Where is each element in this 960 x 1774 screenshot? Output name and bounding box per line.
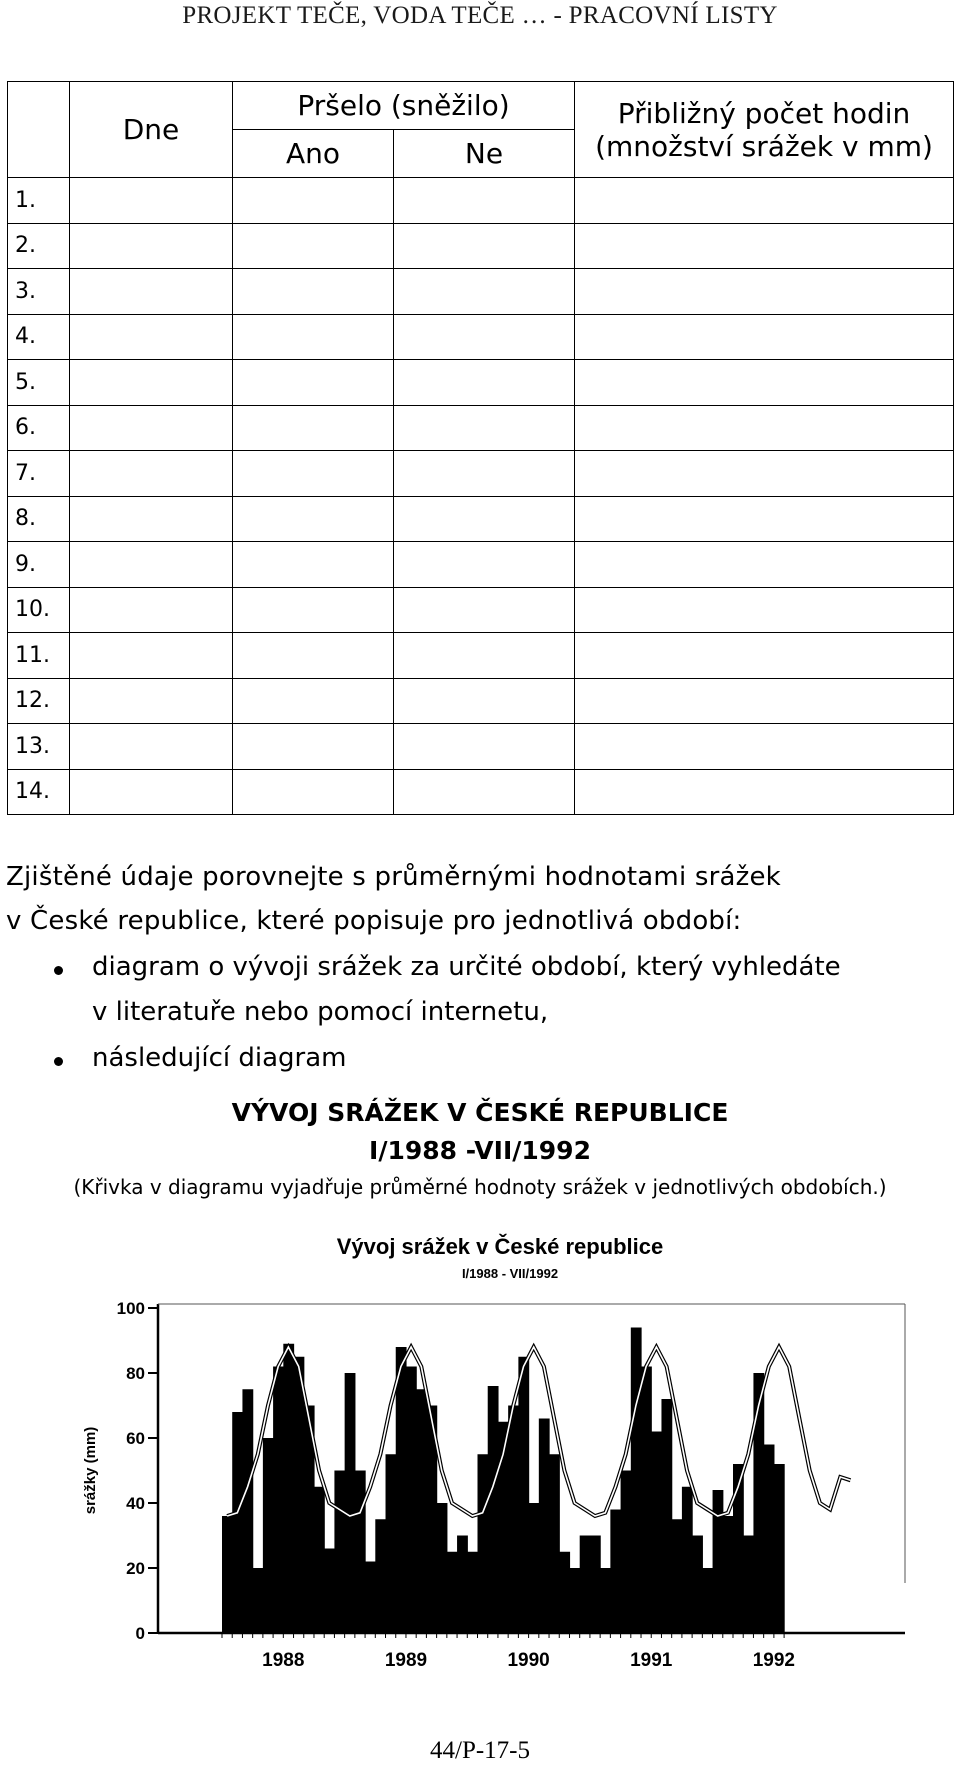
rain-no-cell[interactable] xyxy=(394,178,575,224)
bar xyxy=(661,1399,672,1633)
row-number: 11. xyxy=(8,633,70,679)
page-footer: 44/P-17-5 xyxy=(430,1737,530,1764)
rain-yes-cell[interactable] xyxy=(233,633,394,679)
y-tick-label: 100 xyxy=(116,1299,145,1318)
day-cell xyxy=(70,269,233,315)
row-number: 3. xyxy=(8,269,70,315)
rain-no-cell[interactable] xyxy=(394,451,575,497)
chart-subtitle: I/1988 - VII/1992 xyxy=(461,1266,559,1281)
row-number: 8. xyxy=(8,496,70,542)
rain-yes-cell[interactable] xyxy=(233,178,394,224)
day-cell xyxy=(70,496,233,542)
bar xyxy=(529,1503,540,1633)
x-tick-label: 1990 xyxy=(507,1650,550,1671)
rain-no-cell[interactable] xyxy=(394,360,575,406)
rain-yes-cell[interactable] xyxy=(233,314,394,360)
table-row xyxy=(8,223,954,269)
bar xyxy=(273,1367,284,1634)
rain-no-cell[interactable] xyxy=(394,769,575,815)
table-row xyxy=(8,633,954,679)
x-tick-label: 1992 xyxy=(752,1650,796,1671)
rain-yes-cell[interactable] xyxy=(233,724,394,770)
table-row xyxy=(8,451,954,497)
bar xyxy=(692,1536,703,1634)
day-cell xyxy=(70,360,233,406)
y-tick-label: 20 xyxy=(126,1559,145,1578)
rain-no-cell[interactable] xyxy=(394,587,575,633)
bar xyxy=(396,1347,407,1633)
bar xyxy=(621,1471,632,1634)
page-header: PROJEKT TEČE, VODA TEČE … - PRACOVNÍ LISTY xyxy=(182,2,778,29)
y-axis-label: srážky (mm) xyxy=(82,1426,99,1515)
corner-cell xyxy=(8,82,70,178)
hours-header-line1: Přibližný počet hodin xyxy=(617,96,911,130)
row-number: 2. xyxy=(8,223,70,269)
paragraph-line-2: v České republice, které popisuje pro jednotlivá období: xyxy=(6,906,742,936)
bar xyxy=(610,1510,621,1634)
bar xyxy=(488,1386,499,1633)
rain-yes-cell[interactable] xyxy=(233,269,394,315)
rain-yes-cell[interactable] xyxy=(233,451,394,497)
hours-cell[interactable] xyxy=(575,678,954,724)
bar xyxy=(569,1568,580,1633)
day-cell xyxy=(70,451,233,497)
hours-cell[interactable] xyxy=(575,405,954,451)
bar xyxy=(365,1562,376,1634)
rain-no-cell[interactable] xyxy=(394,542,575,588)
row-number: 14. xyxy=(8,769,70,815)
table-row xyxy=(8,724,954,770)
rain-no-cell[interactable] xyxy=(394,724,575,770)
bullet-1-line-1: diagram o vývoji srážek za určité období, který vyhledáte xyxy=(92,952,841,982)
bar xyxy=(549,1454,560,1633)
rain-no-cell[interactable] xyxy=(394,269,575,315)
hours-cell[interactable] xyxy=(575,724,954,770)
bar xyxy=(631,1328,642,1634)
rain-yes-cell[interactable] xyxy=(233,360,394,406)
day-cell xyxy=(70,769,233,815)
bullet-1-line-2: v literatuře nebo pomocí internetu, xyxy=(92,997,549,1027)
hours-cell[interactable] xyxy=(575,178,954,224)
bar xyxy=(467,1552,478,1633)
paragraph-line-1: Zjištěné údaje porovnejte s průměrnými hodnotami srážek xyxy=(6,862,781,892)
row-number: 1. xyxy=(8,178,70,224)
hours-header-line2: (množství srážek v mm) xyxy=(595,129,933,163)
bar xyxy=(743,1536,754,1634)
bar xyxy=(294,1357,305,1633)
bar xyxy=(508,1406,519,1634)
bar xyxy=(375,1519,386,1633)
bar xyxy=(406,1367,417,1634)
bar xyxy=(222,1516,233,1633)
chart-caption-note: (Křivka v diagramu vyjadřuje průměrné hodnoty srážek v jednotlivých obdobích.) xyxy=(73,1175,887,1199)
table-row xyxy=(8,769,954,815)
y-tick-label: 60 xyxy=(126,1429,145,1448)
table-row xyxy=(8,360,954,406)
rainfall-chart xyxy=(0,1220,960,1680)
day-cell xyxy=(70,587,233,633)
bullet-2: následující diagram xyxy=(92,1043,347,1073)
bar xyxy=(283,1344,294,1633)
row-number: 6. xyxy=(8,405,70,451)
bar xyxy=(723,1516,734,1633)
hours-cell[interactable] xyxy=(575,314,954,360)
bar xyxy=(600,1568,611,1633)
rain-no-cell[interactable] xyxy=(394,678,575,724)
bar xyxy=(263,1438,274,1633)
bar xyxy=(682,1487,693,1633)
table-row xyxy=(8,314,954,360)
hours-cell[interactable] xyxy=(575,451,954,497)
rain-no-cell[interactable] xyxy=(394,405,575,451)
day-header: Dne xyxy=(70,82,233,178)
hours-cell[interactable] xyxy=(575,769,954,815)
row-number: 10. xyxy=(8,587,70,633)
bar xyxy=(253,1568,264,1633)
bar xyxy=(355,1471,366,1634)
bar xyxy=(457,1536,468,1634)
row-number: 12. xyxy=(8,678,70,724)
chart-caption-title: VÝVOJ SRÁŽEK V ČESKÉ REPUBLICE xyxy=(231,1098,729,1127)
bar xyxy=(774,1464,785,1633)
no-header: Ne xyxy=(394,130,575,178)
row-number: 7. xyxy=(8,451,70,497)
bar xyxy=(416,1389,427,1633)
day-cell xyxy=(70,405,233,451)
bar xyxy=(539,1419,550,1634)
rain-no-cell[interactable] xyxy=(394,314,575,360)
rain-yes-cell[interactable] xyxy=(233,587,394,633)
table-row xyxy=(8,587,954,633)
bar xyxy=(345,1373,356,1633)
chart-title: Vývoj srážek v České republice xyxy=(336,1234,664,1259)
rainfall-log-table xyxy=(7,81,954,815)
bar xyxy=(590,1536,601,1634)
bar xyxy=(641,1367,652,1634)
x-tick-label: 1988 xyxy=(262,1650,305,1671)
bar xyxy=(242,1389,253,1633)
bar xyxy=(334,1471,345,1634)
rain-yes-cell[interactable] xyxy=(233,223,394,269)
bar xyxy=(559,1552,570,1633)
bar xyxy=(386,1454,397,1633)
hours-header xyxy=(575,82,954,178)
table-row xyxy=(8,542,954,588)
row-number: 13. xyxy=(8,724,70,770)
day-cell xyxy=(70,542,233,588)
bar xyxy=(324,1549,335,1634)
row-number: 4. xyxy=(8,314,70,360)
rain-yes-cell[interactable] xyxy=(233,678,394,724)
yes-header: Ano xyxy=(233,130,394,178)
bar xyxy=(764,1445,775,1634)
hours-cell[interactable] xyxy=(575,360,954,406)
bar xyxy=(447,1552,458,1633)
day-cell xyxy=(70,724,233,770)
rain-yes-cell[interactable] xyxy=(233,405,394,451)
bar xyxy=(314,1487,325,1633)
bullet-dot-1 xyxy=(54,966,63,975)
rain-yes-cell[interactable] xyxy=(233,769,394,815)
rain-yes-cell[interactable] xyxy=(233,542,394,588)
hours-cell[interactable] xyxy=(575,496,954,542)
table-row xyxy=(8,178,954,224)
x-tick-label: 1991 xyxy=(630,1650,673,1671)
day-cell xyxy=(70,633,233,679)
bullet-dot-2 xyxy=(54,1057,63,1066)
bar xyxy=(672,1519,683,1633)
table-row xyxy=(8,269,954,315)
day-cell xyxy=(70,223,233,269)
bar xyxy=(518,1357,529,1633)
rain-no-cell[interactable] xyxy=(394,633,575,679)
y-tick-label: 80 xyxy=(126,1364,145,1383)
bar xyxy=(232,1412,243,1633)
bar xyxy=(580,1536,591,1634)
hours-cell[interactable] xyxy=(575,633,954,679)
hours-cell[interactable] xyxy=(575,542,954,588)
rain-no-cell[interactable] xyxy=(394,496,575,542)
day-cell xyxy=(70,678,233,724)
bar xyxy=(437,1503,448,1633)
table-row xyxy=(8,405,954,451)
row-number: 5. xyxy=(8,360,70,406)
day-cell xyxy=(70,178,233,224)
chart-caption-period: I/1988 -VII/1992 xyxy=(369,1136,591,1165)
rain-no-cell[interactable] xyxy=(394,223,575,269)
row-number: 9. xyxy=(8,542,70,588)
rain-yes-cell[interactable] xyxy=(233,496,394,542)
day-cell xyxy=(70,314,233,360)
x-tick-label: 1989 xyxy=(384,1650,428,1671)
hours-cell[interactable] xyxy=(575,269,954,315)
rain-header: Pršelo (sněžilo) xyxy=(233,82,575,130)
hours-cell[interactable] xyxy=(575,587,954,633)
bar xyxy=(651,1432,662,1634)
table-row xyxy=(8,678,954,724)
bar xyxy=(478,1454,489,1633)
hours-cell[interactable] xyxy=(575,223,954,269)
y-tick-label: 0 xyxy=(135,1624,145,1643)
bar xyxy=(702,1568,713,1633)
table-row xyxy=(8,496,954,542)
y-tick-label: 40 xyxy=(126,1494,145,1513)
